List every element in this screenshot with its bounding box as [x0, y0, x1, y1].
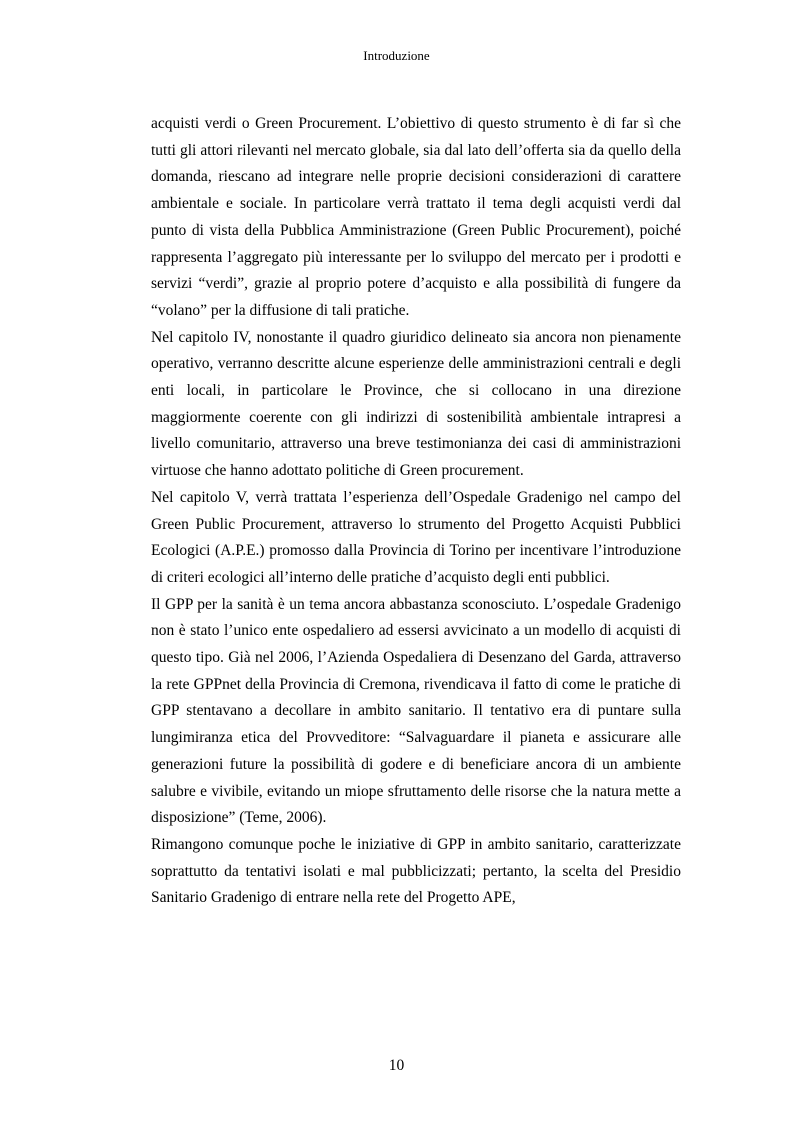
paragraph-green-procurement: acquisti verdi o Green Procurement. L’obiettivo di questo strumento è di far sì che tutti gli attori rilevanti nel mercato globale, sia dal lato dell’offerta sia da quello della domanda, riescano ad integrare nelle proprie decisioni considerazioni di carattere ambientale e sociale. In particolare verrà trattato il tema degli acquisti verdi dal punto di vista della Pubblica Amministrazione (Green Public Procurement), poiché rappresenta l’aggregato più interessante per lo sviluppo del mercato per i prodotti e servizi “verdi”, grazie al proprio potere d’acquisto e alla possibilità di fungere da “volano” per la diffusione di tali pratiche.: [151, 115, 681, 319]
body-text: [151, 111, 681, 912]
paragraph-chapter-v: Nel capitolo V, verrà trattata l’esperienza dell’Ospedale Gradenigo nel campo del Green Public Procurement, attraverso lo strumento del Progetto Acquisti Pubblici Ecologici (A.P.E.) promosso dalla Provincia di Torino per incentivare l’introduzione di criteri ecologici all’interno delle pratiche d’acquisto degli enti pubblici.: [151, 488, 681, 586]
paragraph-gpp-sanita: Il GPP per la sanità è un tema ancora abbastanza sconosciuto. L’ospedale Gradenigo non è stato l’unico ente ospedaliero ad essersi avvicinato a un modello di acquisti di questo tipo. Già nel 2006, l’Azienda Ospedaliera di Desenzano del Garda, attraverso la rete GPPnet della Provincia di Cremona, rivendicava il fatto di come le pratiche di GPP stentavano a decollare in ambito sanitario. Il tentativo era di puntare sulla lungimiranza etica del Provveditore: “Salvaguardare il pianeta e assicurare alle generazioni future la possibilità di godere e di beneficiare ancora di un ambiente salubre e vivibile, evitando un miope sfruttamento delle risorse che la natura mette a disposizione” (Teme, 2006).: [151, 595, 681, 827]
running-header: Introduzione: [363, 48, 430, 63]
paragraph-iniziative-gpp: Rimangono comunque poche le iniziative di GPP in ambito sanitario, caratterizzate soprattutto da tentativi isolati e mal pubblicizzati; pertanto, la scelta del Presidio Sanitario Gradenigo di entrare nella rete del Progetto APE,: [151, 835, 681, 907]
paragraph-chapter-iv: Nel capitolo IV, nonostante il quadro giuridico delineato sia ancora non pienamente operativo, verranno descritte alcune esperienze delle amministrazioni centrali e degli enti locali, in particolare le Province, che si collocano in una direzione maggiormente coerente con gli indirizzi di sostenibilità ambientale intrapresi a livello comunitario, attraverso una breve testimonianza dei casi di amministrazioni virtuose che hanno adottato politiche di Green procurement.: [151, 328, 681, 480]
page-number: 10: [388, 1057, 405, 1074]
